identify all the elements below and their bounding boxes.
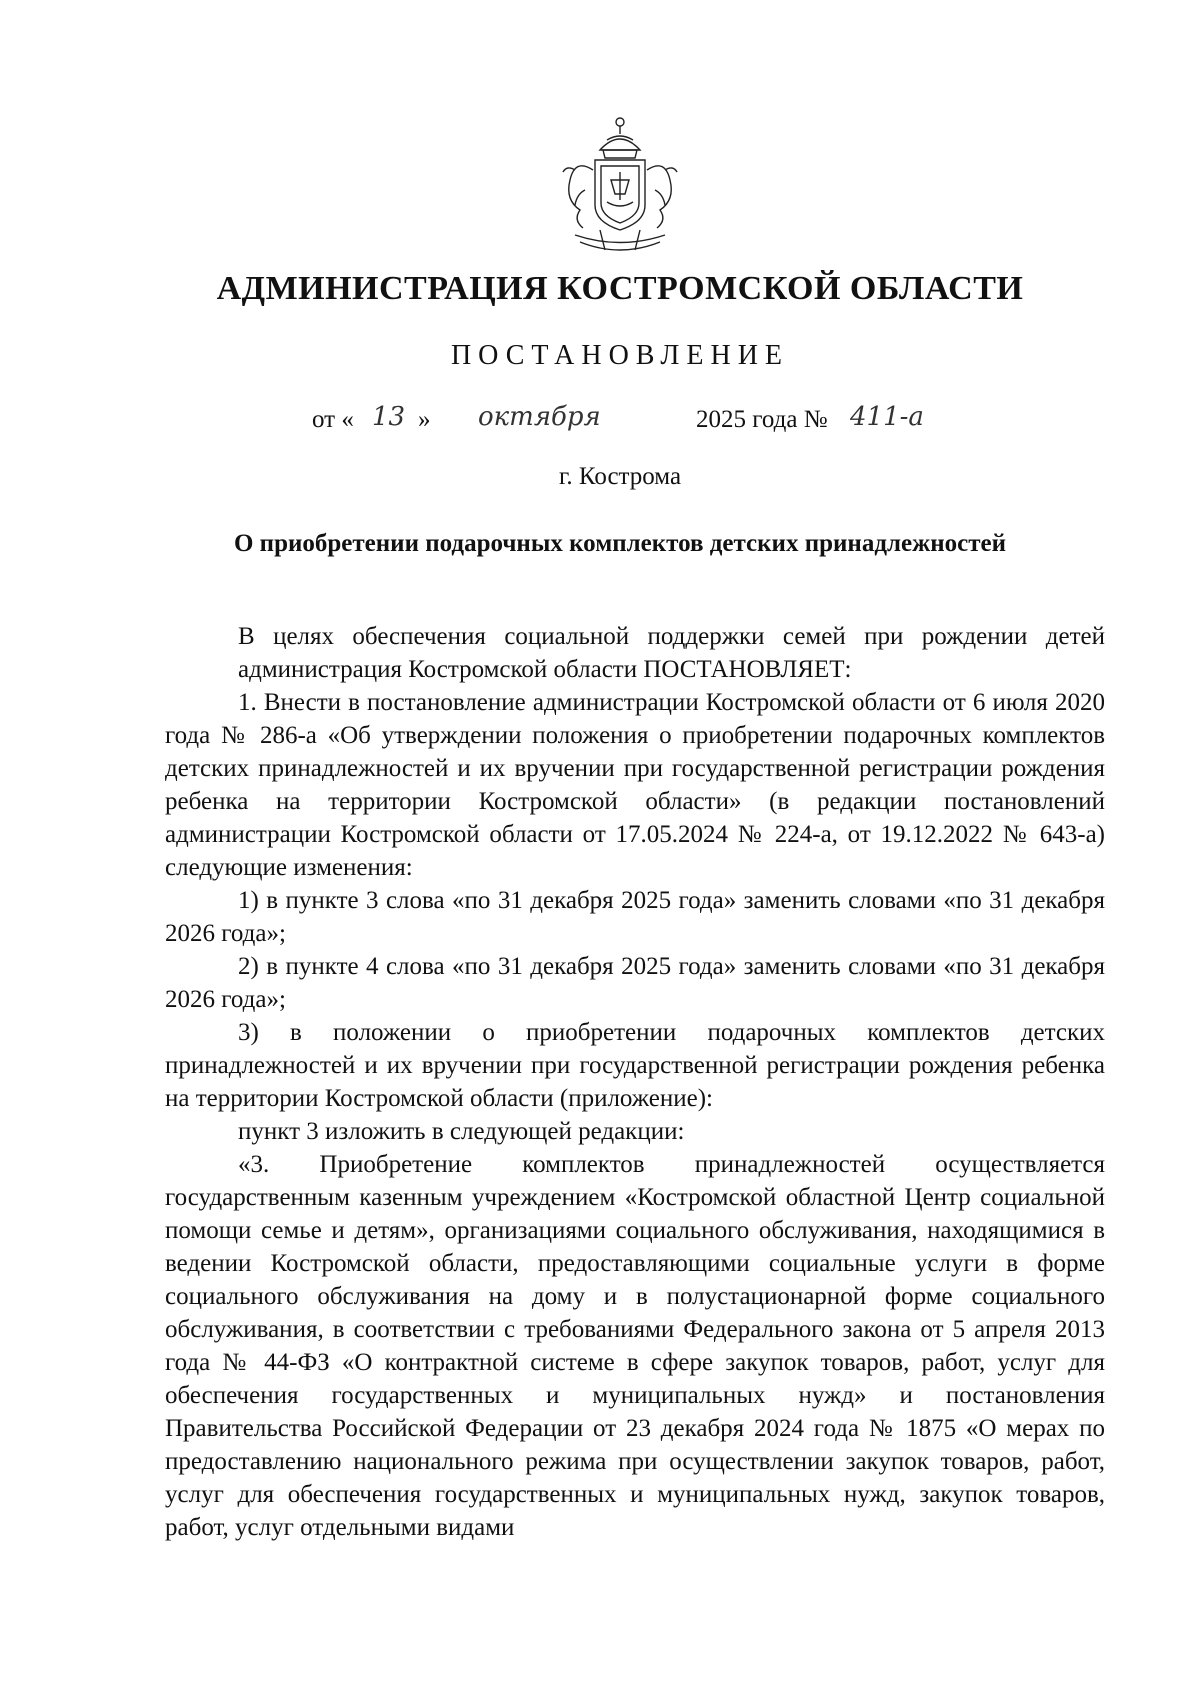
document-subject: О приобретении подарочных комплектов детских принадлежностей <box>233 530 1007 557</box>
date-line <box>0 400 1200 440</box>
coat-of-arms-icon <box>545 110 695 265</box>
document-type: ПОСТАНОВЛЕНИЕ <box>450 340 790 371</box>
paragraph-point-3-intro: пункт 3 изложить в следующей редакции: <box>238 1118 685 1145</box>
paragraph-point-3-text: «3. Приобретение комплектов принадлежностей осуществляется государственным казенным учреждением «Костромской областной Центр социальной помощи семье и детям», организациями социального обслуживания, находящимися в ведении Костромской области, предоставляющими социальные услуги в форме социального обслуживания на дому и в полустационарной форме социального обслуживания, в соответствии с требованиями Федерального закона от 5 апреля 2013 года № 44-ФЗ «О контрактной системе в сфере закупок товаров, работ, услуг для обеспечения государственных и муниципальных нужд» и постановления Правительства Российской Федерации от 23 декабря 2024 года № 1875 «О мерах по предоставлению национального режима при осуществлении закупок товаров, работ, услуг для обеспечения государственных и муниципальных нужд, закупок товаров, работ, услуг отдельными видами <box>165 1151 1105 1541</box>
date-year: 2025 года № <box>696 406 828 433</box>
date-day-close: » <box>418 406 431 433</box>
paragraph-1-1: 1) в пункте 3 слова «по 31 декабря 2025 года» заменить словами «по 31 декабря 2026 года»; <box>165 887 1105 947</box>
date-prefix: от « <box>312 406 354 433</box>
paragraph-preamble: В целях обеспечения социальной поддержки семей при рождении детей администрация Костромской области ПОСТАНОВЛЯЕТ: <box>238 623 1105 683</box>
date-month: октября <box>478 402 601 432</box>
paragraph-1: 1. Внести в постановление администрации Костромской области от 6 июля 2020 года № 286-а «Об утверждении положения о приобретении подарочных комплектов детских принадлежностей и их вручении при государственной регистрации рождения ребенка на территории Костромской области» (в редакции постановлений администрации Костромской области от 17.05.2024 № 224-а, от 19.12.2022 № 643-а) следующие изменения: <box>165 689 1105 881</box>
date-day: 13 <box>372 402 406 432</box>
organization-title: АДМИНИСТРАЦИЯ КОСТРОМСКОЙ ОБЛАСТИ <box>216 270 1024 307</box>
document-body <box>165 620 1105 1544</box>
paragraph-1-2: 2) в пункте 4 слова «по 31 декабря 2025 года» заменить словами «по 31 декабря 2026 года»; <box>165 953 1105 1013</box>
document-number: 411-а <box>850 402 924 432</box>
paragraph-1-3: 3) в положении о приобретении подарочных комплектов детских принадлежностей и их вручении при государственной регистрации рождения ребенка на территории Костромской области (приложение): <box>165 1019 1105 1112</box>
city: г. Кострома <box>558 463 682 490</box>
